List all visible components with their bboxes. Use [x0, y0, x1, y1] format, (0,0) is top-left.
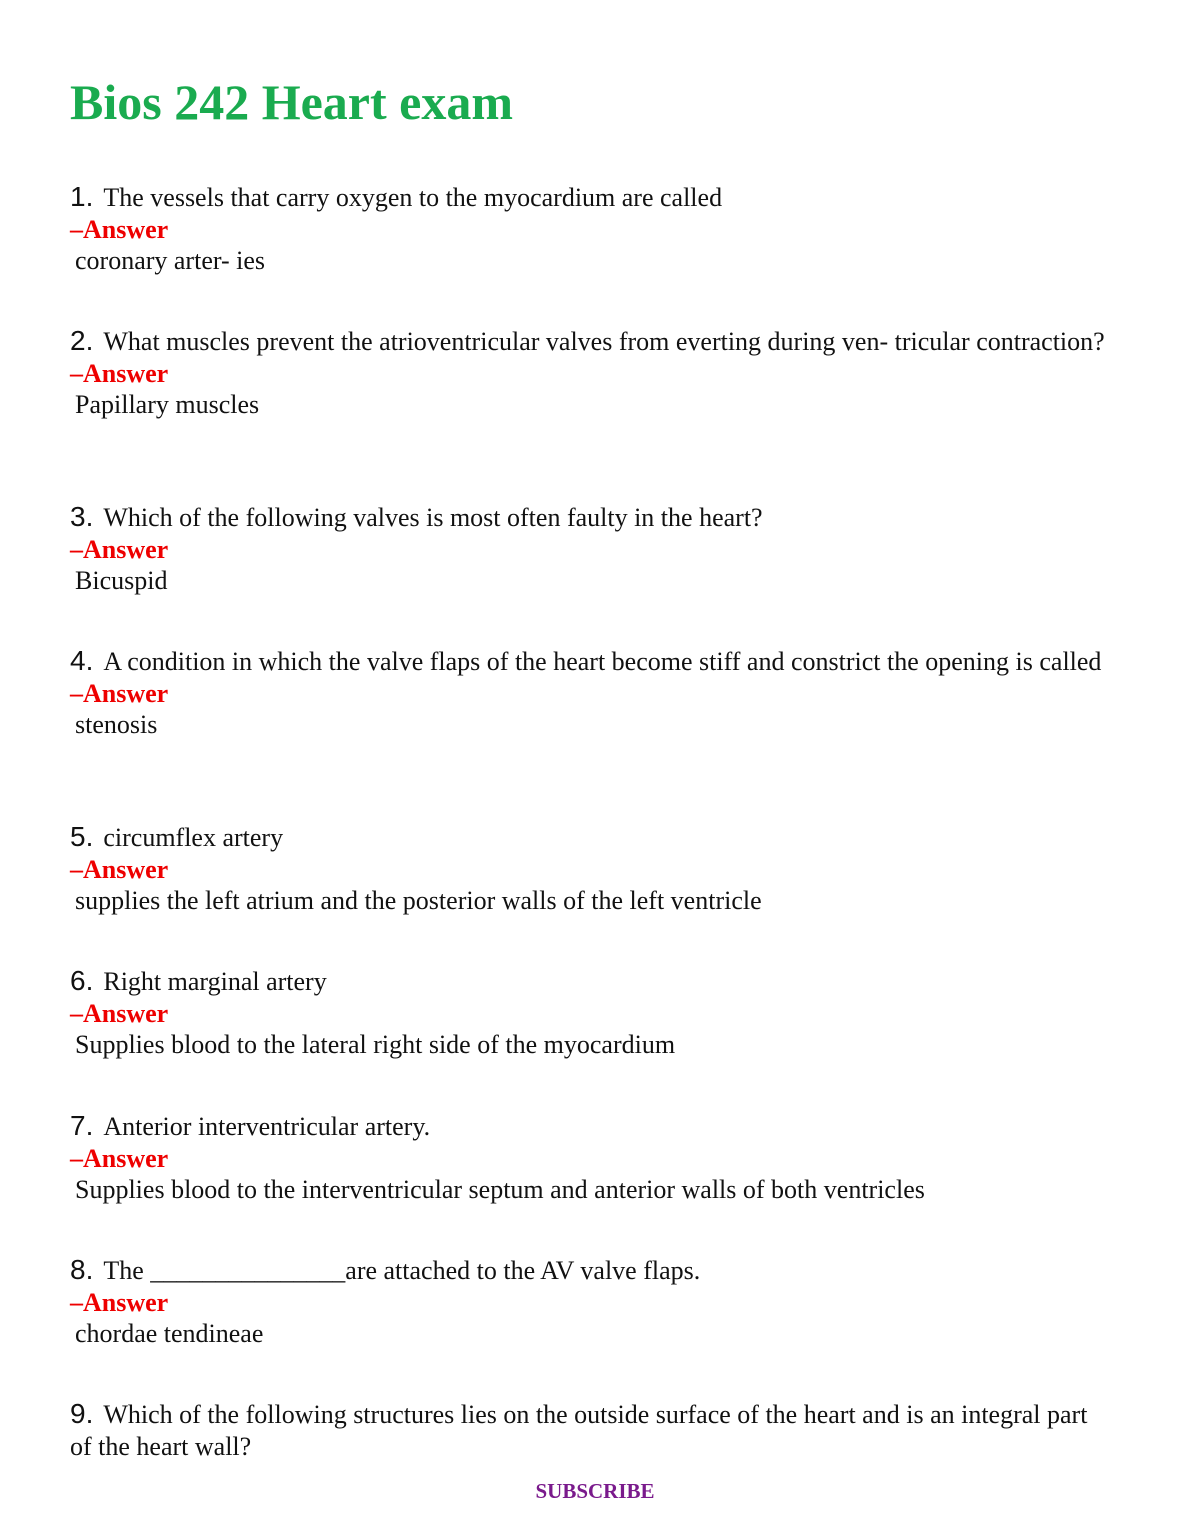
answer-text: Papillary muscles: [75, 390, 260, 419]
question-text: The vessels that carry oxygen to the myocardium are called: [103, 183, 723, 212]
question-text: Which of the following valves is most often faulty in the heart?: [103, 503, 763, 532]
question-item: [70, 501, 1115, 597]
answer-label: –Answer: [70, 679, 169, 708]
question-item: [70, 645, 1115, 741]
answer-label: –Answer: [70, 359, 169, 388]
question-number: 1.: [70, 181, 94, 212]
page-title: Bios 242 Heart exam: [70, 74, 513, 130]
question-text: A condition in which the valve flaps of the heart become stiff and constrict the opening is called: [103, 647, 1102, 676]
question-line: [70, 645, 1115, 678]
question-text: Anterior interventricular artery.: [103, 1112, 431, 1141]
answer-label: –Answer: [70, 535, 169, 564]
question-item: [70, 1110, 1115, 1206]
question-text: What muscles prevent the atrioventricular valves from everting during ven- tricular contraction?: [103, 327, 1105, 356]
question-item: [70, 181, 1115, 277]
question-number: 8.: [70, 1254, 94, 1285]
answer-text: Supplies blood to the interventricular septum and anterior walls of both ventricles: [75, 1175, 925, 1204]
question-number: 5.: [70, 821, 94, 852]
answer-label: –Answer: [70, 1288, 169, 1317]
question-line: [70, 325, 1115, 358]
question-line: [70, 501, 1115, 534]
question-line: [70, 1398, 1115, 1463]
answer-text: stenosis: [75, 710, 158, 739]
question-line: [70, 1254, 1115, 1287]
question-number: 4.: [70, 645, 94, 676]
question-number: 3.: [70, 501, 94, 532]
question-line: [70, 821, 1115, 854]
answer-text: supplies the left atrium and the posterior walls of the left ventricle: [75, 886, 762, 915]
question-line: [70, 1110, 1115, 1143]
question-line: [70, 965, 1115, 998]
answer-text: chordae tendineae: [75, 1319, 264, 1348]
question-text: Right marginal artery: [103, 967, 327, 996]
answer-text: Bicuspid: [75, 566, 168, 595]
question-number: 2.: [70, 325, 94, 356]
answer-text: coronary arter- ies: [75, 246, 266, 275]
question-item: [70, 821, 1115, 917]
answer-label: –Answer: [70, 855, 169, 884]
answer-label: –Answer: [70, 999, 169, 1028]
answer-label: –Answer: [70, 215, 169, 244]
question-item: [70, 1254, 1115, 1350]
question-number: 9.: [70, 1398, 94, 1429]
question-text: Which of the following structures lies on the outside surface of the heart and is an integral part of the heart wall?: [70, 1400, 1088, 1461]
question-number: 6.: [70, 965, 94, 996]
question-number: 7.: [70, 1110, 94, 1141]
question-text: The _______________are attached to the AV valve flaps.: [103, 1256, 701, 1285]
question-item: [70, 1398, 1115, 1463]
answer-text: Supplies blood to the lateral right side of the myocardium: [75, 1030, 676, 1059]
answer-label: –Answer: [70, 1144, 169, 1173]
subscribe-link[interactable]: SUBSCRIBE: [535, 1479, 655, 1503]
question-item: [70, 965, 1115, 1061]
question-item: [70, 325, 1115, 421]
question-text: circumflex artery: [103, 823, 284, 852]
question-line: [70, 181, 1115, 214]
